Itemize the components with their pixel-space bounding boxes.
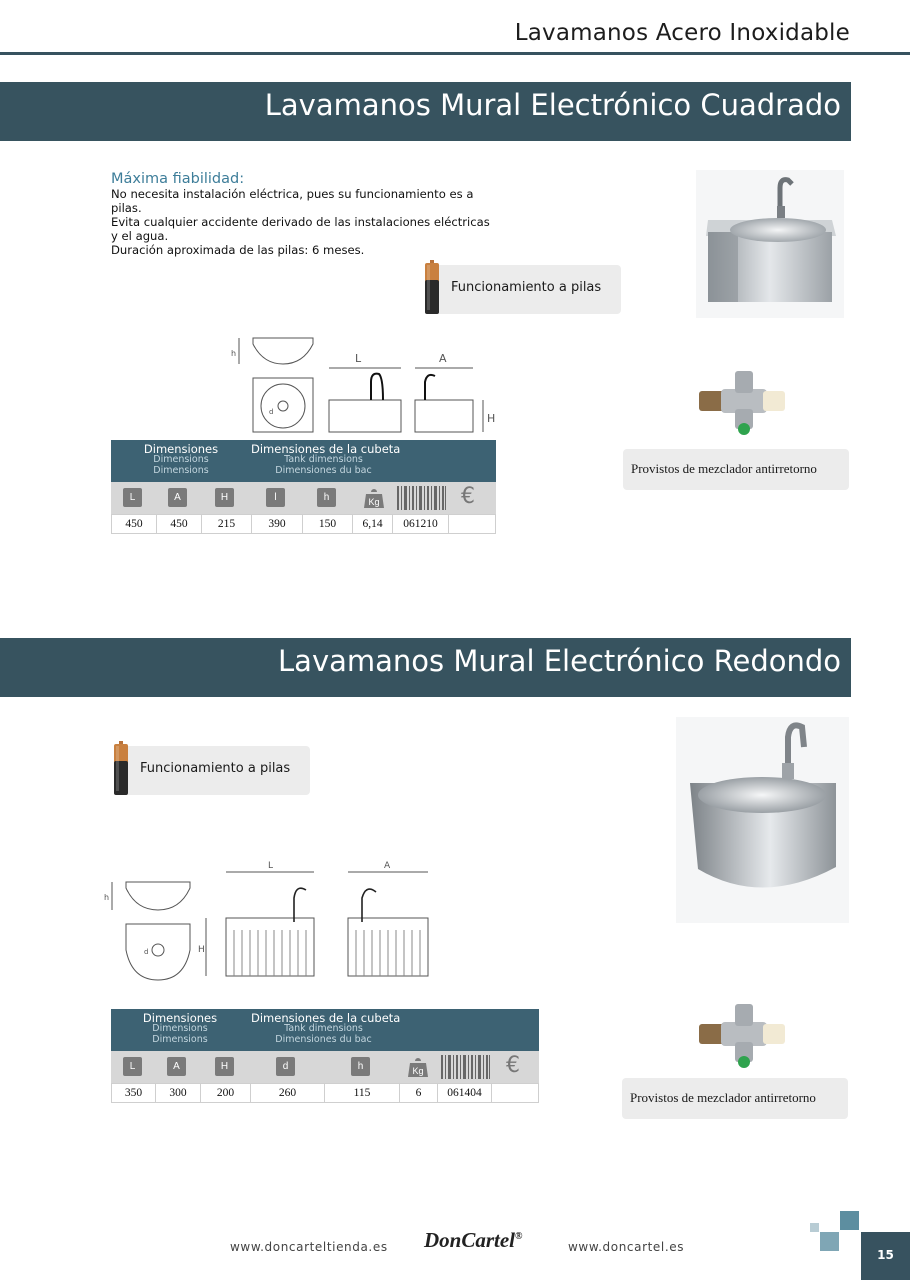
value-cell: 450: [157, 515, 202, 533]
mixer-feature-badge: [623, 449, 849, 490]
spec-table: [111, 440, 496, 535]
brand-logo: DonCartel®: [424, 1228, 523, 1252]
height-icon: H: [215, 1057, 234, 1076]
section-title: Lavamanos Mural Electrónico Redondo: [278, 644, 841, 678]
battery-feature-badge: [122, 746, 310, 795]
battery-feature-label: Funcionamiento a pilas: [140, 761, 291, 776]
value-cell: [492, 1084, 538, 1102]
value-cell: 6,14: [353, 515, 393, 533]
value-cell: [449, 515, 495, 533]
page-number: 15: [877, 1248, 894, 1262]
dim-label-a: A: [384, 861, 391, 871]
dim-label-h: h: [231, 349, 237, 358]
section-title-band: [0, 638, 851, 697]
value-cell: 260: [251, 1084, 325, 1102]
dim-label-h: H: [198, 945, 205, 955]
feature-line: y el agua.: [111, 229, 169, 243]
spec-table-header: [111, 440, 496, 482]
dim-label-h: h: [104, 893, 110, 902]
mixer-valve-image: [697, 367, 789, 435]
dim-label-h: H: [487, 412, 496, 425]
weight-icon: [363, 487, 385, 509]
weight-icon: [407, 1056, 429, 1078]
spec-table-value-row: [111, 514, 496, 534]
mixer-feature-label: Provistos de mezclador antirretorno: [630, 1090, 816, 1105]
spec-table-icon-row: [111, 482, 496, 514]
feature-line: Evita cualquier accidente derivado de las instalaciones eléctricas: [111, 215, 490, 229]
section-title-band: [0, 82, 851, 141]
header-group-tank: Dimensiones de la cubeta Tank dimensions Dimensiones du bac: [251, 442, 401, 476]
value-cell: 150: [303, 515, 353, 533]
length-icon: L: [123, 488, 142, 507]
product-photo-round: [676, 717, 849, 923]
spec-table-header: [111, 1009, 539, 1051]
technical-drawing-round: [98, 840, 538, 1002]
technical-drawing-square: [225, 330, 500, 440]
value-cell: 390: [252, 515, 303, 533]
svg-text:Kg: Kg: [368, 497, 380, 507]
height-icon: H: [215, 488, 234, 507]
section-title: Lavamanos Mural Electrónico Cuadrado: [264, 88, 841, 122]
footer-url-main[interactable]: www.doncartel.es: [568, 1240, 685, 1254]
dim-label-d: d: [269, 408, 274, 416]
dim-label-a: A: [439, 352, 447, 365]
value-cell: 061404: [438, 1084, 492, 1102]
header-group-dimensions: Dimensiones Dimensions Dimensions: [142, 1011, 218, 1045]
mixer-valve-image: [697, 1000, 789, 1068]
inner-height-icon: h: [317, 488, 336, 507]
mixer-feature-badge: [622, 1078, 848, 1119]
value-cell: 6: [400, 1084, 438, 1102]
header-group-tank: Dimensiones de la cubeta Tank dimensions Dimensiones du bac: [251, 1011, 401, 1045]
value-cell: 115: [325, 1084, 400, 1102]
spec-table: [111, 1009, 539, 1104]
mixer-feature-label: Provistos de mezclador antirretorno: [631, 461, 817, 476]
page-number-box: [861, 1232, 910, 1280]
diameter-icon: d: [276, 1057, 295, 1076]
battery-feature-label: Funcionamiento a pilas: [451, 280, 602, 295]
euro-icon: €: [461, 484, 475, 509]
dim-label-d: d: [144, 948, 149, 956]
page-header-title: Lavamanos Acero Inoxidable: [514, 20, 850, 46]
svg-text:Kg: Kg: [412, 1066, 424, 1076]
feature-heading: Máxima fiabilidad:: [111, 171, 245, 187]
dim-label-l: L: [268, 861, 274, 871]
euro-icon: €: [506, 1053, 520, 1078]
spec-table-value-row: [111, 1083, 539, 1103]
battery-icon: [113, 741, 129, 795]
spec-table-icon-row: [111, 1051, 539, 1083]
feature-block: [111, 171, 501, 257]
battery-icon: [424, 260, 440, 314]
header-group-dimensions: Dimensiones Dimensions Dimensions: [143, 442, 219, 476]
dim-label-l: L: [355, 352, 362, 365]
value-cell: 300: [156, 1084, 201, 1102]
length-icon: L: [123, 1057, 142, 1076]
square-sink-image: [696, 170, 844, 318]
decorative-squares-icon: [808, 1211, 860, 1253]
value-cell: 200: [201, 1084, 251, 1102]
round-sink-image: [676, 717, 849, 923]
value-cell: 450: [112, 515, 157, 533]
width-icon: A: [168, 488, 187, 507]
value-cell: 061210: [393, 515, 449, 533]
feature-line: No necesita instalación eléctrica, pues su funcionamiento es a pilas.: [111, 187, 474, 215]
footer-url-shop[interactable]: www.doncarteltienda.es: [230, 1240, 388, 1254]
inner-length-icon: l: [266, 488, 285, 507]
inner-height-icon: h: [351, 1057, 370, 1076]
barcode-icon: [397, 486, 447, 510]
header-rule: [0, 52, 910, 55]
barcode-icon: [441, 1055, 491, 1079]
feature-line: Duración aproximada de las pilas: 6 meses.: [111, 243, 365, 257]
product-photo-square: [696, 170, 844, 318]
battery-feature-badge: [433, 265, 621, 314]
width-icon: A: [167, 1057, 186, 1076]
value-cell: 215: [202, 515, 252, 533]
value-cell: 350: [112, 1084, 156, 1102]
